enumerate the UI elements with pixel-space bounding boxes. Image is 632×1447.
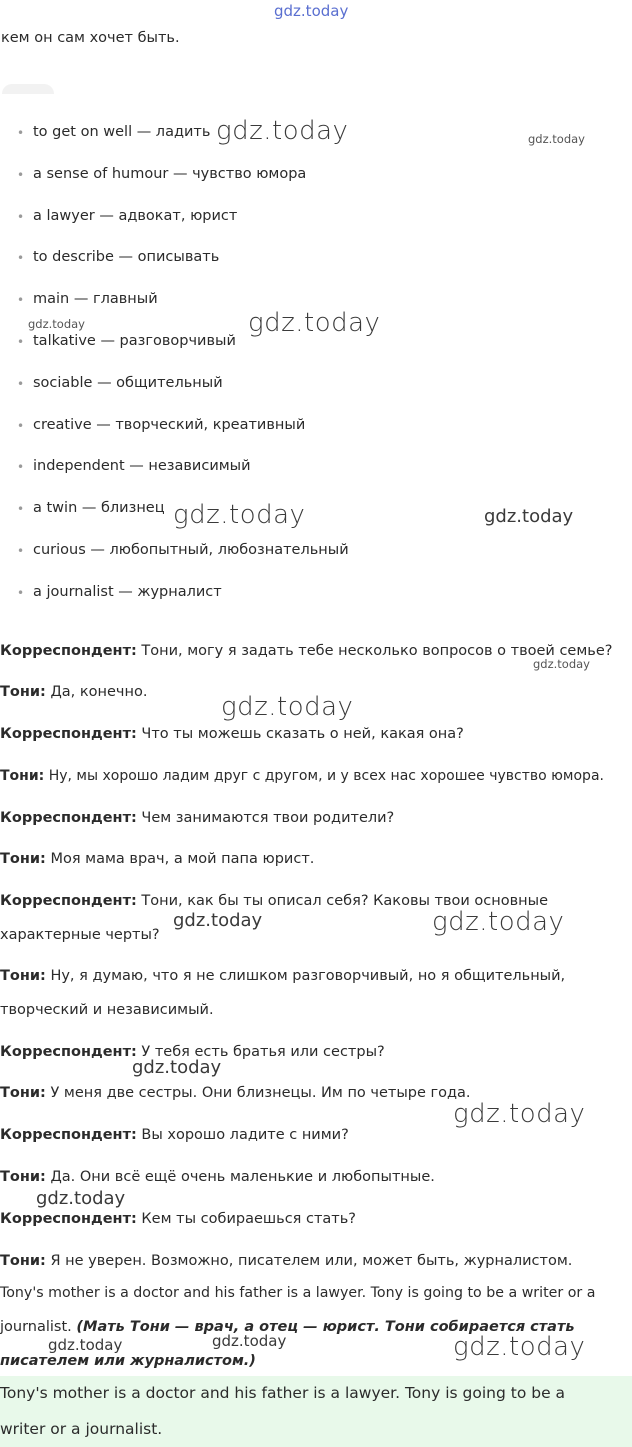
vocab-item: a journalist — журналист [33, 584, 222, 600]
watermark: gdz.today [248, 308, 381, 338]
decorative-tab [2, 84, 54, 94]
vocab-item: main — главный [33, 291, 158, 307]
dialogue-text: Тони, как бы ты описал себя? Каковы твои основные [136, 893, 549, 909]
dialogue-text: Что ты можешь сказать о ней, какая она? [136, 726, 464, 742]
watermark: gdz.today [212, 1332, 287, 1350]
vocab-item: sociable — общительный [33, 375, 223, 391]
vocab-item: a lawyer — адвокат, юрист [33, 208, 238, 224]
dialogue-line [0, 1127, 349, 1143]
watermark: gdz.today [453, 1332, 586, 1362]
dialogue-text: Моя мама врач, а мой папа юрист. [45, 851, 315, 867]
summary-translation: (Мать Тони — врач, а отец — юрист. Тони собирается стать [76, 1319, 575, 1335]
speaker-label: Корреспондент: [0, 726, 137, 742]
watermark: gdz.today [173, 500, 306, 530]
dialogue-text: У тебя есть братья или сестры? [136, 1044, 385, 1060]
speaker-label: Тони: [0, 1169, 46, 1185]
dialogue-continuation: творческий и независимый. [0, 1002, 214, 1018]
dialogue-line [0, 810, 394, 826]
vocab-item: a sense of humour — чувство юмора [33, 166, 307, 182]
speaker-label: Корреспондент: [0, 893, 137, 909]
dialogue-line [0, 1085, 471, 1101]
watermark: gdz.today [28, 317, 85, 331]
watermark: gdz.today [453, 1099, 586, 1129]
watermark: gdz.today [216, 116, 349, 146]
bullet-icon: • [17, 377, 25, 391]
speaker-label: Тони: [0, 1253, 46, 1269]
summary-text: journalist. [0, 1319, 77, 1335]
speaker-label: Корреспондент: [0, 1211, 137, 1227]
vocab-item: creative — творческий, креативный [33, 417, 306, 433]
dialogue-text: Да, конечно. [45, 684, 148, 700]
watermark: gdz.today [36, 1188, 126, 1209]
bullet-icon: • [17, 586, 25, 600]
dialogue-line [0, 1253, 572, 1269]
summary-line: Tony's mother is a doctor and his father is a lawyer. Tony is going to be a writer or a [0, 1285, 596, 1301]
bullet-icon: • [17, 335, 25, 349]
dialogue-line [0, 1169, 435, 1185]
dialogue-line [0, 968, 565, 984]
watermark: gdz.today [533, 657, 590, 671]
watermark: gdz.today [173, 910, 263, 931]
bullet-icon: • [17, 168, 25, 182]
summary-translation: писателем или журналистом.) [0, 1353, 256, 1369]
dialogue-line [0, 643, 612, 659]
intro-text: кем он сам хочет быть. [1, 30, 180, 46]
answer-line: writer or a journalist. [0, 1420, 163, 1438]
vocab-item: curious — любопытный, любознательный [33, 542, 349, 558]
speaker-label: Тони: [0, 1085, 46, 1101]
speaker-label: Тони: [0, 684, 46, 700]
watermark: gdz.today [132, 1057, 222, 1078]
bullet-icon: • [17, 251, 25, 265]
speaker-label: Корреспондент: [0, 643, 137, 659]
dialogue-text: Да. Они всё ещё очень маленькие и любопытные. [45, 1169, 435, 1185]
dialogue-text: Кем ты собираешься стать? [136, 1211, 356, 1227]
vocab-item: independent — независимый [33, 458, 251, 474]
speaker-label: Корреспондент: [0, 1127, 137, 1143]
speaker-label: Тони: [0, 768, 45, 784]
bullet-icon: • [17, 419, 25, 433]
answer-box [0, 1376, 632, 1447]
watermark: gdz.today [221, 692, 354, 722]
dialogue-text: Вы хорошо ладите с ними? [136, 1127, 349, 1143]
bullet-icon: • [17, 210, 25, 224]
bullet-icon: • [17, 460, 25, 474]
watermark: gdz.today [484, 506, 574, 527]
watermark: gdz.today [528, 132, 585, 146]
dialogue-text: Чем занимаются твои родители? [136, 810, 395, 826]
dialogue-text: Ну, мы хорошо ладим друг с другом, и у всех нас хорошее чувство юмора. [44, 768, 604, 784]
vocab-item: a twin — близнец [33, 500, 165, 516]
bullet-icon: • [17, 502, 25, 516]
answer-line: Tony's mother is a doctor and his father is a lawyer. Tony is going to be a [0, 1384, 566, 1402]
dialogue-text: Я не уверен. Возможно, писателем или, может быть, журналистом. [45, 1253, 573, 1269]
dialogue-line [0, 851, 314, 867]
dialogue-line [0, 684, 147, 700]
watermark: gdz.today [48, 1336, 123, 1354]
speaker-label: Корреспондент: [0, 810, 137, 826]
vocab-item: to get on well — ладить [33, 124, 211, 140]
vocab-item: to describe — описывать [33, 249, 220, 265]
vocab-item: talkative — разговорчивый [33, 333, 236, 349]
dialogue-text: Ну, я думаю, что я не слишком разговорчивый, но я общительный, [45, 968, 566, 984]
dialogue-text: Тони, могу я задать тебе несколько вопросов о твоей семье? [136, 643, 613, 659]
dialogue-line [0, 726, 464, 742]
watermark: gdz.today [432, 907, 565, 937]
dialogue-text: У меня две сестры. Они близнецы. Им по четыре года. [45, 1085, 471, 1101]
watermark: gdz.today [274, 2, 349, 20]
dialogue-line [0, 1211, 356, 1227]
speaker-label: Тони: [0, 968, 46, 984]
bullet-icon: • [17, 544, 25, 558]
dialogue-continuation: характерные черты? [0, 927, 160, 943]
dialogue-line [0, 768, 604, 784]
bullet-icon: • [17, 126, 25, 140]
bullet-icon: • [17, 293, 25, 307]
speaker-label: Тони: [0, 851, 46, 867]
speaker-label: Корреспондент: [0, 1044, 137, 1060]
